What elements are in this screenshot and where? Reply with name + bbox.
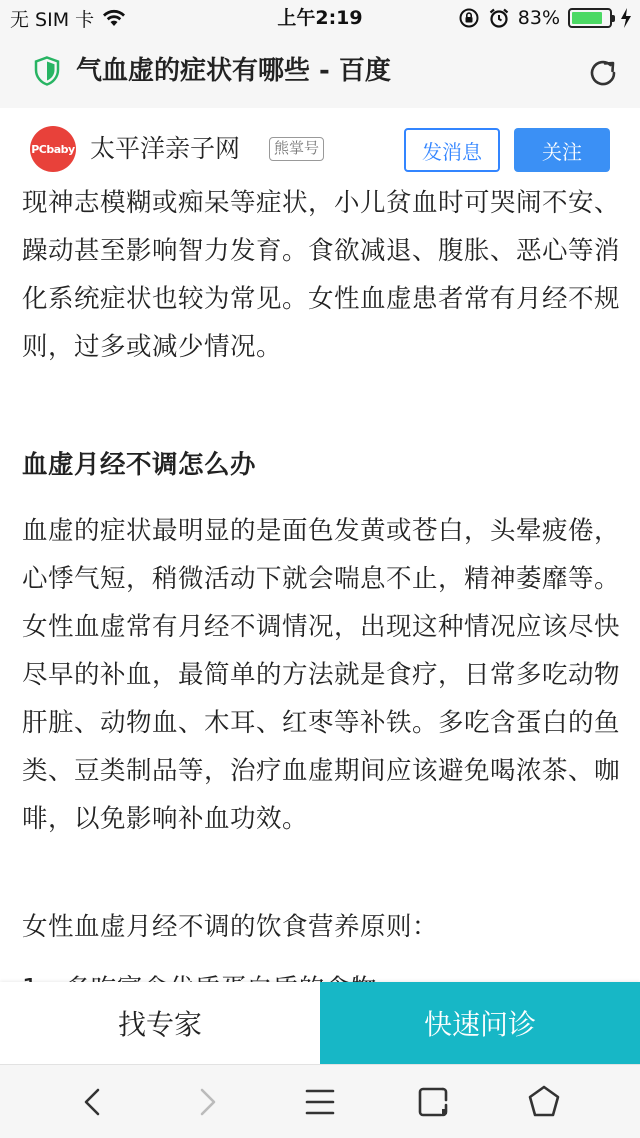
quick-consult-button[interactable]: 快速问诊 <box>320 982 640 1064</box>
article-paragraph: 血虚的症状最明显的是面色发黄或苍白，头晕疲倦，心悸气短，稍微活动下就会喘息不止，精神萎靡等。女性血虚常有月经不调情况，出现这种情况应该尽快尽早的补血，最简单的方法就是食疗，日常多吃动物肝脏、动物血、木耳、红枣等补铁。多吃含蛋白的鱼类、豆类制品等，治疗血虚期间应该避免喝浓茶、咖啡，以免影响补血功效。 <box>22 516 621 834</box>
address-bar[interactable] <box>0 36 640 108</box>
back-icon[interactable] <box>73 1082 113 1122</box>
send-message-button[interactable]: 发消息 <box>404 128 500 172</box>
forward-icon[interactable] <box>187 1082 227 1122</box>
article-body[interactable] <box>0 188 640 982</box>
status-bar <box>0 0 640 36</box>
charging-icon <box>620 8 632 28</box>
battery-icon <box>568 8 612 28</box>
menu-icon[interactable] <box>300 1082 340 1122</box>
follow-button[interactable]: 关注 <box>514 128 610 172</box>
orientation-lock-icon <box>458 7 480 29</box>
reload-icon[interactable] <box>586 56 620 90</box>
home-icon[interactable] <box>524 1082 564 1122</box>
find-expert-button[interactable]: 找专家 <box>117 1008 202 1041</box>
browser-toolbar <box>0 1064 640 1138</box>
alarm-icon <box>488 7 510 29</box>
page-title[interactable]: 气血虚的症状有哪些 - 百度 <box>76 56 391 86</box>
tabs-icon[interactable] <box>413 1082 453 1122</box>
publisher-name[interactable]: 太平洋亲子网 <box>90 134 241 163</box>
action-bar <box>0 982 640 1064</box>
status-time: 上午2:19 <box>277 7 363 29</box>
battery-percent: 83% <box>517 7 560 29</box>
section-heading: 血虚月经不调怎么办 <box>22 450 257 480</box>
carrier-label: 无 SIM 卡 <box>10 8 95 31</box>
status-right <box>458 5 632 31</box>
article-paragraph: 现神志模糊或痴呆等症状，小儿贫血时可哭闹不安、躁动甚至影响智力发育。食欲减退、腹胀、恶心等消化系统症状也较为常见。女性血虚患者常有月经不规则，过多或减少情况。 <box>22 188 621 362</box>
article-paragraph: 女性血虚月经不调的饮食营养原则： <box>22 912 439 942</box>
publisher-badge: 熊掌号 <box>269 137 324 161</box>
publisher-logo[interactable]: PCbaby <box>30 126 76 172</box>
publisher-bar <box>0 108 640 188</box>
battery-level <box>572 12 602 24</box>
shield-icon <box>34 56 60 86</box>
